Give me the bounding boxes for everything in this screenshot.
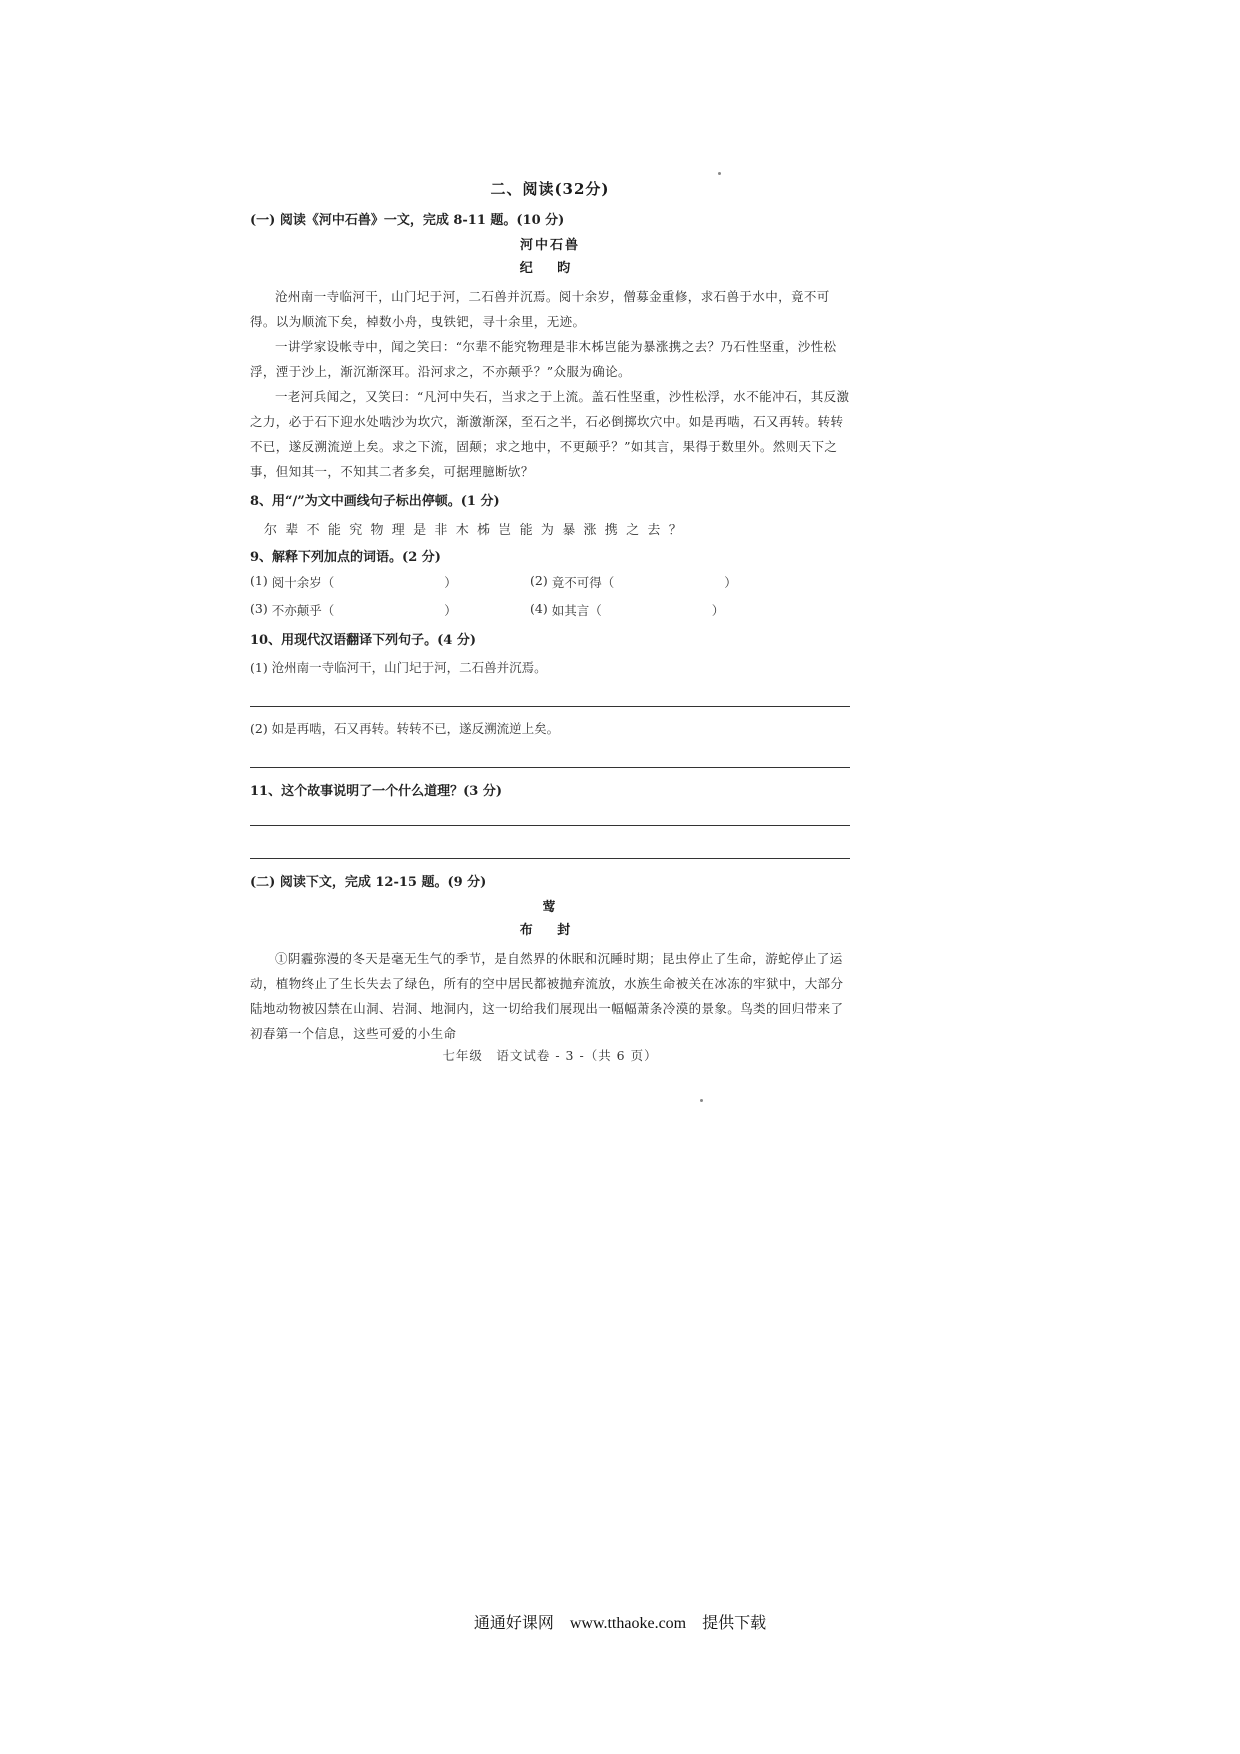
answer-blank[interactable]: [334, 573, 444, 591]
question-9-item-4: (4) 如其言（ ）: [530, 601, 725, 618]
scan-speck: [718, 172, 721, 175]
question-8-label: 8、用“/”为文中画线句子标出停顿。(1 分): [250, 494, 500, 509]
answer-line[interactable]: [250, 805, 850, 826]
scanned-content: [250, 170, 850, 1064]
question-10-sentence-1: (1) 沧州南一寺临河干，山门圮于河，二石兽并沉焉。: [250, 660, 547, 675]
passage2-author: 布 封: [519, 923, 581, 938]
passage-paragraph-3: 一老河兵闻之，又笑曰：“凡河中失石，当求之于上流。盖石性坚重，沙性松浮，水不能冲石，其反激之力，必于石下迎水处啮沙为坎穴，渐激渐深，至石之半，石必倒掷坎穴中。如是再啮，石又再转。转转不已，遂反溯流逆上矣。求之下流，固颠；求之地中，不更颠乎？”如其言，果得于数里外。然则天下之事，但知其一，不知其二者多矣，可据理臆断欤？: [250, 389, 850, 479]
answer-blank[interactable]: [334, 601, 444, 619]
passage2-paragraph-1: ①阴霾弥漫的冬天是毫无生气的季节，是自然界的休眠和沉睡时期；昆虫停止了生命，游蛇停止了运动，植物终止了生长失去了绿色，所有的空中居民都被抛弃流放，水族生命被关在冰冻的牢狱中，大部分陆地动物被囚禁在山洞、岩洞、地洞内，这一切给我们展现出一幅幅萧条冷漠的景象。鸟类的回归带来了初春第一个信息，这些可爱的小生命: [250, 951, 844, 1041]
passage2-title: 莺: [542, 900, 558, 915]
passage-paragraph-2: 一讲学家设帐寺中，闻之笑曰：“尔辈不能究物理是非木柹岂能为暴涨携之去？乃石性坚重，沙性松浮，湮于沙上，渐沉渐深耳。沿河求之，不亦颠乎？”众服为确论。: [250, 339, 837, 379]
part2-instruction: (二) 阅读下文，完成 12-15 题。(9 分): [250, 875, 487, 890]
question-8-sentence: 尔辈不能究物理是非木柹岂能为暴涨携之去？: [264, 523, 691, 538]
page-footer: 七年级 语文试卷 - 3 -（共 6 页）: [442, 1048, 658, 1063]
question-11-label: 11、这个故事说明了一个什么道理？(3 分): [250, 784, 502, 799]
question-10-sentence-2: (2) 如是再啮，石又再转。转转不已，遂反溯流逆上矣。: [250, 721, 560, 736]
question-10-label: 10、用现代汉语翻译下列句子。(4 分): [250, 633, 476, 648]
answer-line[interactable]: [250, 838, 850, 859]
question-9-item-1: (1) 阅十余岁（ ）: [250, 573, 457, 590]
answer-line[interactable]: [250, 686, 850, 707]
question-9-item-2: (2) 竟不可得（ ）: [530, 573, 737, 590]
answer-blank[interactable]: [614, 573, 724, 591]
question-9-items: [250, 573, 850, 619]
section-title: 二、阅读(32分): [490, 180, 610, 198]
passage-title: 河中石兽: [519, 238, 580, 253]
part1-instruction: (一) 阅读《河中石兽》一文，完成 8-11 题。(10 分): [250, 213, 565, 228]
site-footer: 通通好课网 www.tthaoke.com 提供下载: [473, 1615, 767, 1632]
scan-speck: [700, 1099, 703, 1102]
answer-blank[interactable]: [602, 601, 712, 619]
question-9-label: 9、解释下列加点的词语。(2 分): [250, 550, 441, 565]
passage-author: 纪 昀: [519, 261, 581, 276]
question-9-item-3: (3) 不亦颠乎（ ）: [250, 601, 457, 618]
passage-paragraph-1: 沧州南一寺临河干，山门圮于河，二石兽并沉焉。阅十余岁，僧募金重修，求石兽于水中，竟不可得。以为顺流下矣，棹数小舟，曳铁钯，寻十余里，无迹。: [250, 289, 830, 329]
answer-line[interactable]: [250, 747, 850, 768]
